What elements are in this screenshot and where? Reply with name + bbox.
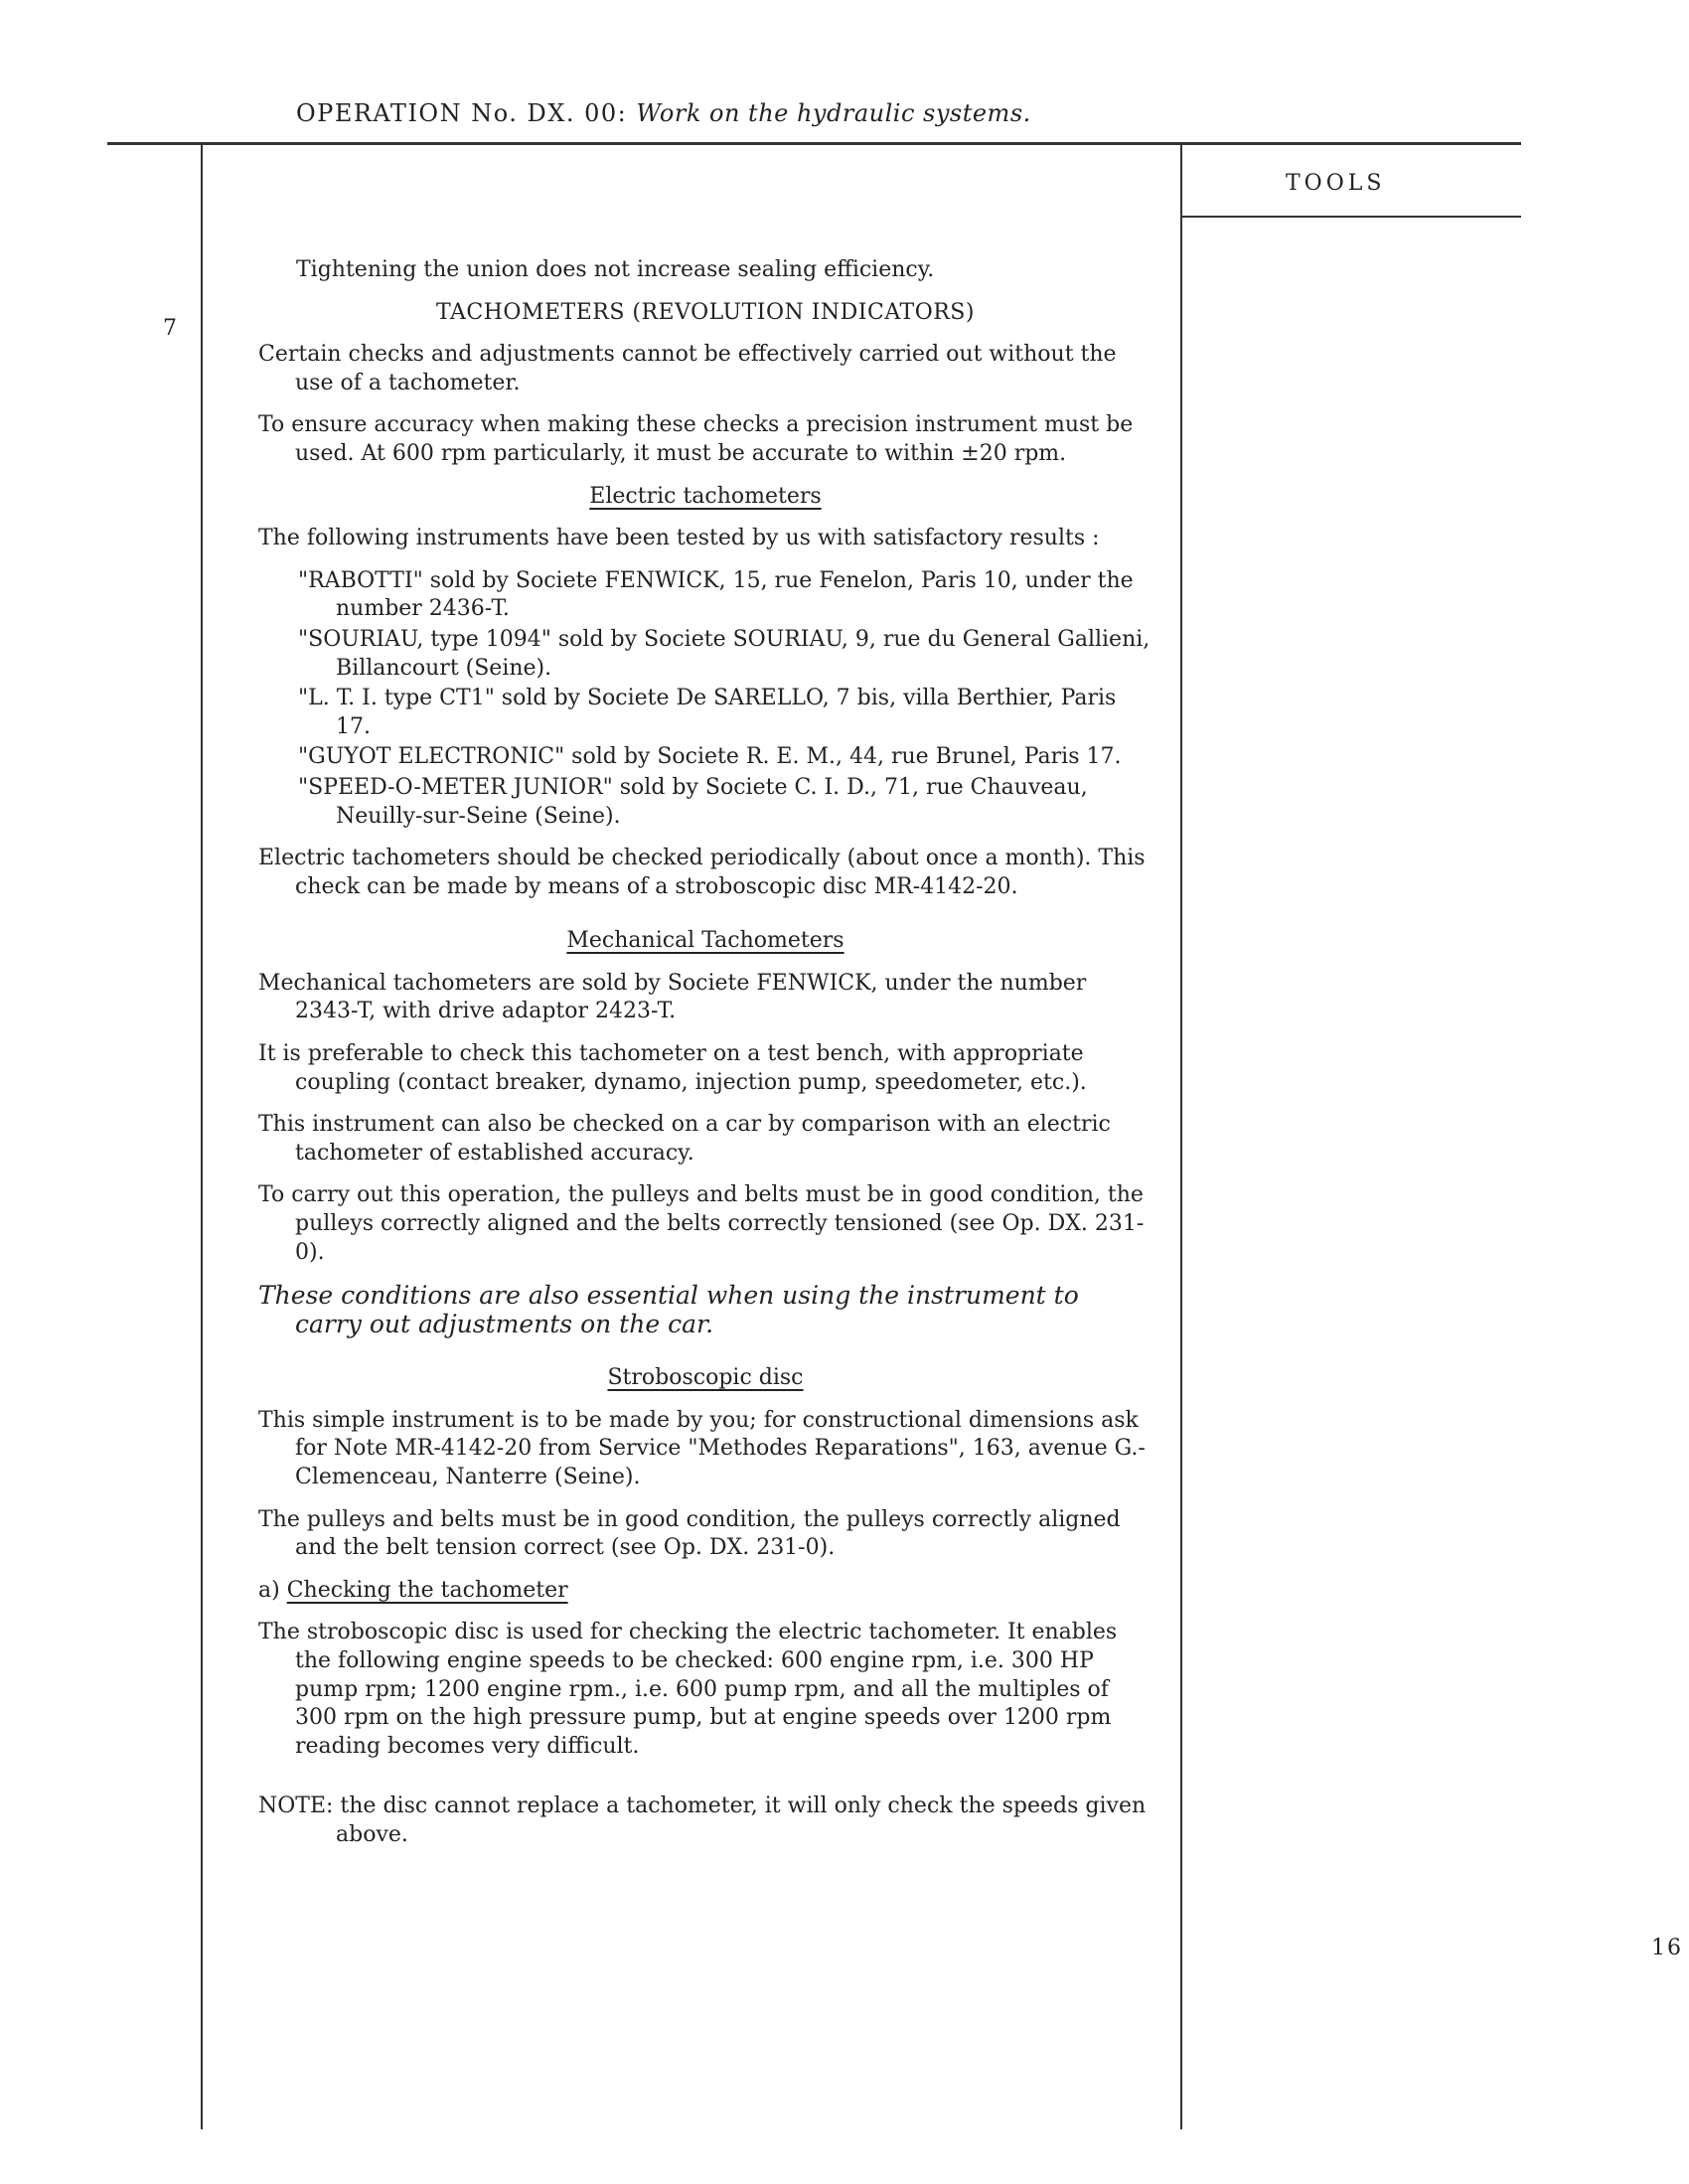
paragraph-ensure-accuracy: To ensure accuracy when making these checks a precision instrument must be used. At 600 rpm particularly, it must be accurate to within ±20 rpm. <box>258 412 1134 466</box>
paragraph-mechanical-sold: Mechanical tachometers are sold by Societe FENWICK, under the number 2343-T, with drive adaptor 2423-T. <box>258 970 1087 1024</box>
paragraph-stroboscopic-use: The stroboscopic disc is used for checking the electric tachometer. It enables the following engine speeds to be checked: 600 engine rpm, i.e. 300 HP pump rpm; 1200 engine rpm., i.e. 600 pump rpm, and all the multiples of 300 rpm on the high pressure pump, but at engine speeds over 1200 rpm reading becomes very difficult. <box>258 1620 1118 1759</box>
paragraph-essential-conditions: These conditions are also essential when using the instrument to carry out adjustments on the car. <box>258 1281 1079 1339</box>
list-item: "SPEED-O-METER JUNIOR" sold by Societe C. I. D., 71, rue Chauveau, Neuilly-sur-Seine (Seine). <box>298 774 1088 829</box>
heading-stroboscopic-label: Stroboscopic disc <box>607 1365 804 1391</box>
tools-heading: TOOLS <box>1286 171 1386 196</box>
heading-tachometers: TACHOMETERS (REVOLUTION INDICATORS) <box>436 299 975 325</box>
tools-heading-rule <box>1180 216 1521 218</box>
tools-column-rule <box>1180 142 1182 2129</box>
paragraph-following-instruments: The following instruments have been tested by us with satisfactory results : <box>258 526 1100 551</box>
list-item: "RABOTTI" sold by Societe FENWICK, 15, rue Fenelon, Paris 10, under the number 2436-T. <box>298 567 1134 622</box>
list-item: "GUYOT ELECTRONIC" sold by Societe R. E. M., 44, rue Brunel, Paris 17. <box>298 744 1122 770</box>
header-rule <box>107 142 1521 145</box>
main-content <box>258 256 1152 1864</box>
list-item: "L. T. I. type CT1" sold by Societe De SARELLO, 7 bis, villa Berthier, Paris 17. <box>298 686 1117 739</box>
left-margin-rule <box>201 142 203 2129</box>
paragraph-preferable: It is preferable to check this tachometer on a test bench, with appropriate coupling (contact breaker, dynamo, injection pump, speedometer, etc.). <box>258 1041 1087 1095</box>
heading-mechanical-label: Mechanical Tachometers <box>566 928 844 954</box>
paragraph-electric-check: Electric tachometers should be checked periodically (about once a month). This check can be made by means of a stroboscopic disc MR-4142-20. <box>258 846 1146 899</box>
heading-electric-label: Electric tachometers <box>589 483 822 509</box>
section-number: 7 <box>163 316 177 341</box>
page-header <box>296 99 1031 127</box>
paragraph-certain-checks: Certain checks and adjustments cannot be effectively carried out without the use of a tachometer. <box>258 342 1117 395</box>
paragraph-simple-instrument: This simple instrument is to be made by you; for constructional dimensions ask for Note MR-4142-20 from Service "Methodes Reparations", 163, avenue G.- Clemenceau, Nanterre (Seine). <box>258 1407 1146 1489</box>
paragraph-comparison: This instrument can also be checked on a car by comparison with an electric tachometer of established accuracy. <box>258 1112 1111 1166</box>
paragraph-note: NOTE: the disc cannot replace a tachometer, it will only check the speeds given above. <box>258 1794 1147 1847</box>
subheading-title: Checking the tachometer <box>286 1577 568 1603</box>
instrument-list <box>258 567 1152 831</box>
paragraph-pulleys: The pulleys and belts must be in good condition, the pulleys correctly aligned and the belt tension correct (see Op. DX. 231-0). <box>258 1506 1121 1561</box>
page-number: 16 <box>1651 1936 1683 1960</box>
paragraph-carry-out: To carry out this operation, the pulleys and belts must be in good condition, the pulleys correctly aligned and the belts correctly tensioned (see Op. DX. 231-0). <box>258 1182 1145 1265</box>
paragraph-union: Tightening the union does not increase sealing efficiency. <box>296 257 935 282</box>
operation-title: Work on the hydraulic systems. <box>636 99 1031 127</box>
subheading-checking-tachometer <box>258 1577 1152 1606</box>
heading-mechanical-tachometers <box>258 927 1152 956</box>
list-item: "SOURIAU, type 1094" sold by Societe SOURIAU, 9, rue du General Gallieni, Billancourt (Seine). <box>298 626 1151 681</box>
operation-number: OPERATION No. DX. 00: <box>296 99 628 127</box>
heading-stroboscopic-disc <box>258 1364 1152 1393</box>
subheading-letter: a) <box>258 1577 280 1603</box>
heading-electric-tachometers <box>258 483 1152 512</box>
